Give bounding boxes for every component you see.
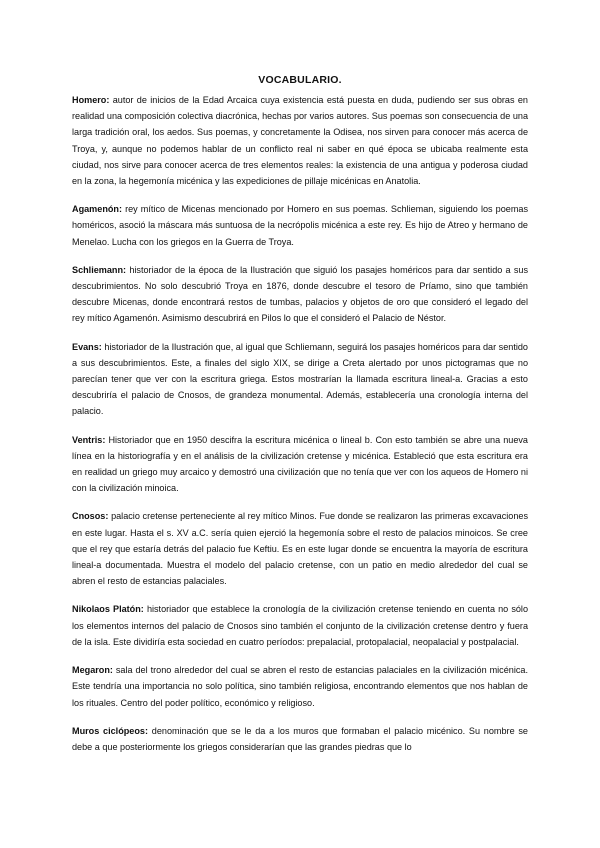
entry-text: Historiador que en 1950 descifra la escritura micénica o lineal b. Con esto también se abre una nueva línea en la historiografía y en el análisis de la civilización cretense y micénica. Estableció que esta escritura era en realidad un griego muy arcaico y demostró una civilización que no tenía que ver con los aqueos de Homero ni con la civilización minoica. [72, 434, 528, 494]
entry-text: denominación que se le da a los muros que formaban el palacio micénico. Su nombre se debe a que posteriormente los griegos considerarían que las grandes piedras que lo [72, 725, 528, 752]
entry-term: Schliemann: [72, 264, 127, 275]
entry-text: historiador de la Ilustración que, al igual que Schliemann, seguirá los pasajes homéricos para dar sentido a sus descubrimientos. Este, a finales del siglo XIX, se dirige a Creta alertado por unos pictogramas que no parecían tener que ver con la escritura griega. Estos mostrarían la llamada escritura lineal-a. Gracias a esto descubriría el palacio de Cnosos, de grandeza monumental. Además, establecería una cronología interna del palacio. [72, 341, 528, 417]
entry-text: rey mítico de Micenas mencionado por Homero en sus poemas. Schlieman, siguiendo los poemas homéricos, asoció la máscara más suntuosa de la necrópolis micénica a este rey. Es hijo de Atreo y hermano de Menelao. Lucha con los griegos en la Guerra de Troya. [72, 204, 528, 247]
entry-text: sala del trono alrededor del cual se abren el resto de estancias palaciales en la civilización micénica. Este tendría una importancia no solo política, sino también religiosa, encontrando elementos que nos hablan de los rituales. Centro del poder político, económico y religioso. [72, 665, 529, 708]
page-title: VOCABULARIO. [258, 74, 342, 86]
entry-term: Ventris: [72, 434, 106, 445]
entry-megaron [72, 662, 528, 711]
entry-agamenon [72, 201, 528, 250]
entry-term: Cnosos: [72, 511, 109, 522]
entry-schliemann [72, 262, 528, 327]
entry-term: Nikolaos Platón: [72, 604, 144, 615]
entry-term: Evans: [72, 341, 102, 352]
entry-text: historiador que establece la cronología de la civilización cretense teniendo en cuenta no sólo los elementos internos del palacio de Cnosos sino también el conjunto de la civilización cretense dentro y fuera de la isla. Este dividiría esta sociedad en cuatro períodos: prepalacial, protopalacial, neopalacial y postpalacial. [72, 604, 529, 647]
entry-term: Agamenón: [72, 204, 123, 215]
entry-cnosos [72, 508, 528, 589]
entry-muros-ciclopeos [72, 723, 528, 755]
entry-nikolaos-platon [72, 601, 528, 650]
entry-ventris [72, 432, 528, 497]
entry-text: palacio cretense perteneciente al rey mítico Minos. Fue donde se realizaron las primeras excavaciones en este lugar. Hasta el s. XV a.C. sería quien ejerció la hegemonía sobre el resto de palacios minoicos. Se cree que el rey que estaría detrás del palacio fue Keftiu. Es en este lugar donde se encuentra la mayoría de escritura lineal-a documentada. Muestra el modelo del palacio cretense, con un patio en medio alrededor del cual se abren el resto de estancias palaciales. [72, 511, 528, 587]
entry-evans [72, 339, 528, 420]
entry-term: Homero: [72, 95, 110, 105]
entry-text: historiador de la época de la Ilustración que siguió los pasajes homéricos para dar sentido a sus descubrimientos. No solo descubrió Troya en 1876, donde descubre el tesoro de Príamo, sino que también descubre Micenas, donde encontrará restos de tumbas, palacios y objetos de oro que consideró el legado del rey mítico Agamenón. Asimismo descubrirá en Pilos lo que el consideró el Palacio de Néstor. [72, 264, 529, 324]
entry-term: Megaron: [72, 665, 113, 676]
entry-text: autor de inicios de la Edad Arcaica cuya existencia está puesta en duda, pudiendo ser sus obras en realidad una composición colectiva diacrónica, hechas por varios autores. Sus poemas son consecuencia de una larga tradición oral, los aedos. Sus poemas, y concretamente la Odisea, nos sirven para conocer más acerca de Troya, y, aunque no podemos hablar de un conflicto real ni saber en qué época se ubicaba realmente esta ciudad, nos sirve para conocer acerca de tres elementos reales: la existencia de una antigua y poderosa ciudad en la zona, la hegemonía micénica y las expediciones de pillaje micénicas en Anatolia. [72, 95, 528, 187]
entry-homero [72, 92, 528, 189]
entry-term: Muros ciclópeos: [72, 725, 149, 736]
